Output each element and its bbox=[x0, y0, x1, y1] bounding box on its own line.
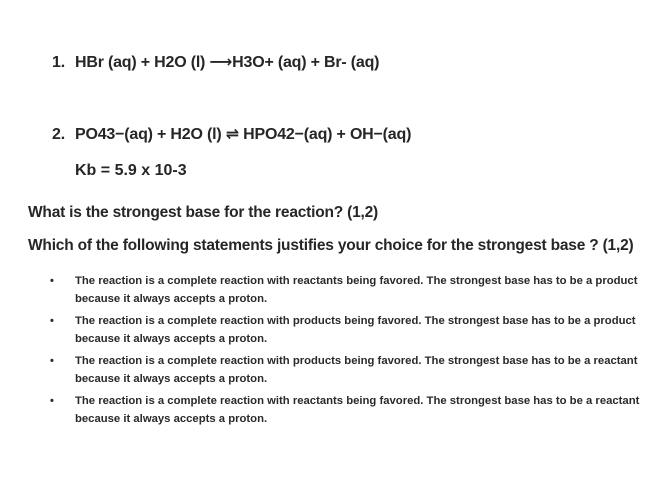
answer-options-list bbox=[50, 272, 640, 432]
answer-option-text: The reaction is a complete reaction with reactants being favored. The strongest base has to be a product because it always accepts a proton. bbox=[75, 275, 638, 305]
answer-option[interactable] bbox=[50, 272, 640, 308]
answer-option[interactable] bbox=[50, 352, 640, 388]
reaction-equation: HBr (aq) + H2O (l) ⟶H3O+ (aq) + Br- (aq) bbox=[75, 54, 380, 71]
bullet-icon: • bbox=[50, 315, 54, 327]
bullet-icon: • bbox=[50, 395, 54, 407]
answer-option[interactable] bbox=[50, 312, 640, 348]
reaction-2 bbox=[52, 124, 411, 144]
reaction-equation: PO43−(aq) + H2O (l) ⇌ HPO42−(aq) + OH−(aq) bbox=[75, 126, 412, 143]
answer-option-text: The reaction is a complete reaction with products being favored. The strongest base has to be a reactant because it always accepts a proton. bbox=[75, 355, 638, 385]
question-strongest-base: What is the strongest base for the reaction? (1,2) bbox=[28, 204, 379, 221]
answer-option[interactable] bbox=[50, 392, 640, 428]
bullet-icon: • bbox=[50, 275, 54, 287]
question-justification: Which of the following statements justifies your choice for the strongest base ? (1,2) bbox=[28, 237, 634, 254]
reaction-number: 1. bbox=[52, 54, 65, 71]
answer-option-text: The reaction is a complete reaction with products being favored. The strongest base has to be a product because it always accepts a proton. bbox=[75, 315, 636, 345]
reaction-number: 2. bbox=[52, 126, 65, 143]
kb-value: Kb = 5.9 x 10-3 bbox=[75, 162, 187, 179]
reaction-1 bbox=[52, 52, 379, 72]
answer-option-text: The reaction is a complete reaction with reactants being favored. The strongest base has to be a reactant because it always accepts a proton. bbox=[75, 395, 640, 425]
bullet-icon: • bbox=[50, 355, 54, 367]
